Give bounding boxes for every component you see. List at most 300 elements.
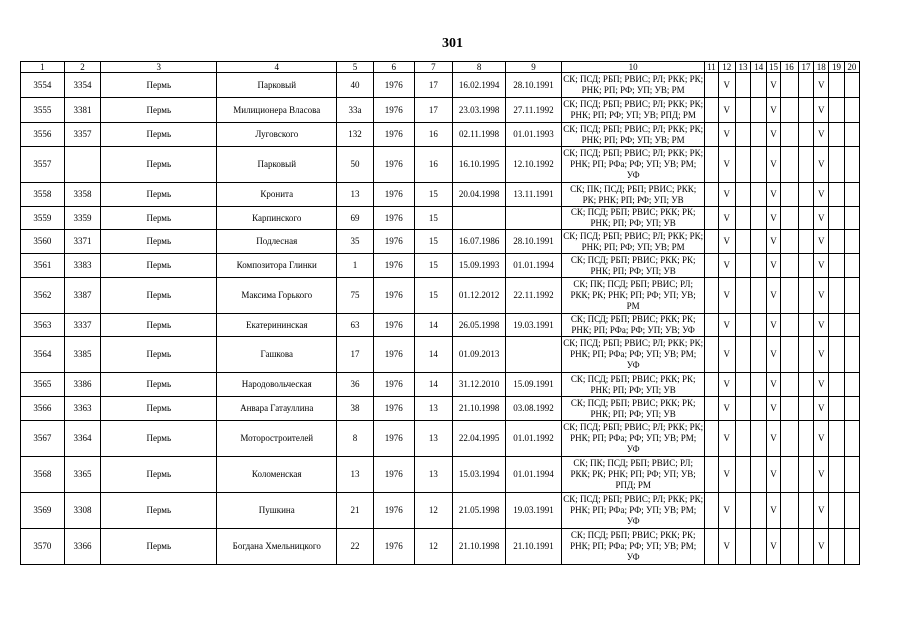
mark-cell: V bbox=[814, 230, 829, 254]
year-cell: 1976 bbox=[373, 493, 414, 529]
record-number-cell: 3563 bbox=[21, 314, 65, 337]
mark-cell: V bbox=[718, 254, 735, 278]
date-1-cell: 23.03.1998 bbox=[453, 98, 506, 123]
year-cell: 1976 bbox=[373, 373, 414, 397]
mark-cell bbox=[735, 207, 750, 230]
street-cell: Кронита bbox=[217, 183, 337, 207]
date-1-cell: 02.11.1998 bbox=[453, 123, 506, 147]
year-cell: 1976 bbox=[373, 337, 414, 373]
mark-cell bbox=[751, 230, 767, 254]
codes-cell: СК; ПСД; РБП; РВИС; РКК; РК; РНК; РП; РФ; УП; УВ bbox=[561, 207, 704, 230]
mark-cell bbox=[780, 397, 798, 421]
mark-cell bbox=[705, 493, 718, 529]
record-number-cell: 3564 bbox=[21, 337, 65, 373]
codes-cell: СК; ПК; ПСД; РБП; РВИС; РЛ; РКК; РК; РНК; РП; РФ; УП; УВ; РМ bbox=[561, 278, 704, 314]
date-2-cell: 01.01.1994 bbox=[506, 457, 562, 493]
house-number-cell: 63 bbox=[337, 314, 374, 337]
city-cell: Пермь bbox=[101, 314, 217, 337]
column-header: 3 bbox=[101, 62, 217, 73]
mark-cell bbox=[705, 337, 718, 373]
column-header: 4 bbox=[217, 62, 337, 73]
table-row bbox=[21, 493, 860, 529]
table-row bbox=[21, 73, 860, 98]
mark-cell bbox=[798, 98, 813, 123]
mark-cell bbox=[829, 421, 844, 457]
mark-cell bbox=[829, 207, 844, 230]
old-number-cell: 3358 bbox=[64, 183, 101, 207]
codes-cell: СК; ПК; ПСД; РБП; РВИС; РЛ; РКК; РК; РНК; РП; РФ; УП; УВ; РПД; РМ bbox=[561, 457, 704, 493]
codes-cell: СК; ПСД; РБП; РВИС; РЛ; РКК; РК; РНК; РП; РФ; УП; УВ; РМ bbox=[563, 230, 704, 252]
mark-cell bbox=[829, 373, 844, 397]
mark-cell: V bbox=[718, 397, 735, 421]
mark-cell bbox=[705, 373, 718, 397]
old-number-cell: 3365 bbox=[64, 457, 101, 493]
header-row bbox=[21, 62, 860, 73]
mark-cell bbox=[829, 254, 844, 278]
mark-cell: V bbox=[767, 73, 780, 98]
mark-cell bbox=[735, 373, 750, 397]
record-number-cell: 3557 bbox=[21, 147, 65, 183]
city-cell: Пермь bbox=[101, 493, 217, 529]
table-row bbox=[21, 98, 860, 123]
mark-cell bbox=[829, 278, 844, 314]
mark-cell bbox=[705, 457, 718, 493]
mark-cell bbox=[705, 230, 718, 254]
mark-cell bbox=[780, 493, 798, 529]
date-1-cell: 16.07.1986 bbox=[453, 230, 506, 254]
codes-cell: СК; ПСД; РБП; РВИС; РКК; РК; РНК; РП; РФ; УП; УВ bbox=[561, 373, 704, 397]
column-header: 18 bbox=[814, 62, 829, 73]
year-cell: 1976 bbox=[373, 314, 414, 337]
mark-cell bbox=[751, 337, 767, 373]
street-cell: Богдана Хмельницкого bbox=[217, 529, 337, 565]
mark-cell: V bbox=[718, 337, 735, 373]
mark-cell: V bbox=[767, 397, 780, 421]
mark-cell bbox=[844, 337, 859, 373]
street-cell: Гашкова bbox=[217, 337, 337, 373]
value-cell: 13 bbox=[414, 457, 453, 493]
city-cell: Пермь bbox=[101, 373, 217, 397]
mark-cell bbox=[751, 73, 767, 98]
year-cell: 1976 bbox=[373, 73, 414, 98]
mark-cell: V bbox=[767, 207, 780, 230]
date-2-cell: 12.10.1992 bbox=[506, 147, 562, 183]
old-number-cell: 3371 bbox=[64, 230, 101, 254]
old-number-cell: 3359 bbox=[64, 207, 101, 230]
mark-cell: V bbox=[718, 230, 735, 254]
city-cell: Пермь bbox=[101, 147, 217, 183]
mark-cell: V bbox=[814, 493, 829, 529]
column-header: 14 bbox=[751, 62, 767, 73]
record-number-cell: 3561 bbox=[21, 254, 65, 278]
mark-cell bbox=[705, 254, 718, 278]
mark-cell bbox=[798, 457, 813, 493]
date-1-cell: 21.10.1998 bbox=[453, 529, 506, 565]
column-header: 19 bbox=[829, 62, 844, 73]
mark-cell bbox=[844, 421, 859, 457]
house-number-cell: 21 bbox=[337, 493, 374, 529]
street-cell: Максима Горького bbox=[217, 278, 337, 314]
date-1-cell: 20.04.1998 bbox=[453, 183, 506, 207]
mark-cell bbox=[780, 373, 798, 397]
mark-cell bbox=[829, 230, 844, 254]
mark-cell bbox=[735, 254, 750, 278]
mark-cell bbox=[735, 529, 750, 565]
date-1-cell: 16.02.1994 bbox=[453, 73, 506, 98]
mark-cell bbox=[735, 123, 750, 147]
street-cell: Анвара Гатауллина bbox=[217, 397, 337, 421]
house-number-cell: 1 bbox=[337, 254, 374, 278]
mark-cell bbox=[844, 278, 859, 314]
house-number-cell: 13 bbox=[337, 457, 374, 493]
mark-cell bbox=[780, 254, 798, 278]
old-number-cell: 3381 bbox=[64, 98, 101, 123]
table-row bbox=[21, 254, 860, 278]
column-header: 20 bbox=[844, 62, 859, 73]
value-cell: 15 bbox=[414, 230, 453, 254]
mark-cell bbox=[798, 529, 813, 565]
year-cell: 1976 bbox=[373, 98, 414, 123]
city-cell: Пермь bbox=[101, 183, 217, 207]
mark-cell bbox=[705, 207, 718, 230]
mark-cell bbox=[829, 337, 844, 373]
mark-cell bbox=[780, 314, 798, 337]
house-number-cell: 36 bbox=[337, 373, 374, 397]
city-cell: Пермь bbox=[101, 98, 217, 123]
mark-cell: V bbox=[767, 314, 780, 337]
year-cell: 1976 bbox=[373, 457, 414, 493]
mark-cell bbox=[751, 421, 767, 457]
value-cell: 14 bbox=[414, 337, 453, 373]
old-number-cell: 3387 bbox=[64, 278, 101, 314]
table-body bbox=[21, 73, 860, 565]
codes-cell: СК; ПСД; РБП; РВИС; РЛ; РКК; РК; РНК; РП; РФа; РФ; УП; УВ; РМ; УФ bbox=[561, 421, 704, 457]
city-cell: Пермь bbox=[101, 230, 217, 254]
old-number-cell: 3366 bbox=[64, 529, 101, 565]
mark-cell bbox=[735, 337, 750, 373]
date-2-cell: 19.03.1991 bbox=[506, 493, 562, 529]
codes-cell: СК; ПСД; РБП; РВИС; РЛ; РКК; РК; РНК; РП; РФа; РФ; УП; УВ; РМ; УФ bbox=[561, 493, 704, 529]
date-2-cell: 22.11.1992 bbox=[506, 278, 562, 314]
value-cell: 15 bbox=[414, 254, 453, 278]
mark-cell bbox=[829, 123, 844, 147]
mark-cell bbox=[735, 147, 750, 183]
house-number-cell: 8 bbox=[337, 421, 374, 457]
old-number-cell: 3383 bbox=[64, 254, 101, 278]
mark-cell bbox=[798, 373, 813, 397]
mark-cell bbox=[780, 98, 798, 123]
table-row bbox=[21, 230, 860, 254]
street-cell: Народовольческая bbox=[217, 373, 337, 397]
mark-cell bbox=[829, 314, 844, 337]
mark-cell bbox=[844, 73, 859, 98]
record-number-cell: 3560 bbox=[21, 230, 65, 254]
record-number-cell: 3556 bbox=[21, 123, 65, 147]
column-header: 16 bbox=[780, 62, 798, 73]
mark-cell bbox=[798, 147, 813, 183]
old-number-cell bbox=[64, 147, 101, 183]
city-cell: Пермь bbox=[101, 254, 217, 278]
page-number: 301 bbox=[442, 36, 463, 51]
mark-cell bbox=[751, 123, 767, 147]
city-cell: Пермь bbox=[101, 397, 217, 421]
street-cell: Пушкина bbox=[217, 493, 337, 529]
city-cell: Пермь bbox=[101, 421, 217, 457]
table-row bbox=[21, 397, 860, 421]
old-number-cell: 3354 bbox=[64, 73, 101, 98]
mark-cell bbox=[844, 397, 859, 421]
date-2-cell: 28.10.1991 bbox=[506, 73, 562, 98]
city-cell: Пермь bbox=[101, 337, 217, 373]
value-cell: 13 bbox=[414, 421, 453, 457]
record-number-cell: 3566 bbox=[21, 397, 65, 421]
mark-cell bbox=[705, 529, 718, 565]
mark-cell bbox=[829, 457, 844, 493]
date-2-cell: 19.03.1991 bbox=[506, 314, 562, 337]
mark-cell bbox=[844, 98, 859, 123]
city-cell: Пермь bbox=[101, 207, 217, 230]
date-2-cell: 03.08.1992 bbox=[506, 397, 562, 421]
date-1-cell: 22.04.1995 bbox=[453, 421, 506, 457]
house-number-cell: 22 bbox=[337, 529, 374, 565]
mark-cell: V bbox=[767, 183, 780, 207]
mark-cell bbox=[751, 397, 767, 421]
table-row bbox=[21, 457, 860, 493]
mark-cell bbox=[844, 254, 859, 278]
mark-cell bbox=[780, 230, 798, 254]
date-2-cell bbox=[506, 207, 562, 230]
house-number-cell: 132 bbox=[337, 123, 374, 147]
mark-cell: V bbox=[814, 314, 829, 337]
mark-cell bbox=[829, 98, 844, 123]
column-header: 7 bbox=[414, 62, 453, 73]
mark-cell: V bbox=[767, 230, 780, 254]
value-cell: 16 bbox=[414, 147, 453, 183]
value-cell: 15 bbox=[414, 207, 453, 230]
mark-cell: V bbox=[814, 123, 829, 147]
street-cell: Парковый bbox=[217, 147, 337, 183]
mark-cell bbox=[735, 493, 750, 529]
mark-cell bbox=[844, 493, 859, 529]
mark-cell bbox=[844, 183, 859, 207]
value-cell: 12 bbox=[414, 493, 453, 529]
street-cell: Моторостроителей bbox=[217, 421, 337, 457]
mark-cell: V bbox=[767, 373, 780, 397]
mark-cell: V bbox=[767, 421, 780, 457]
codes-cell: СК; ПСД; РБП; РВИС; РКК; РК; РНК; РП; РФ; УП; УВ bbox=[561, 397, 704, 421]
mark-cell: V bbox=[767, 278, 780, 314]
mark-cell bbox=[735, 421, 750, 457]
mark-cell bbox=[844, 457, 859, 493]
mark-cell bbox=[705, 278, 718, 314]
mark-cell bbox=[751, 529, 767, 565]
mark-cell: V bbox=[718, 207, 735, 230]
mark-cell: V bbox=[718, 314, 735, 337]
value-cell: 14 bbox=[414, 373, 453, 397]
mark-cell bbox=[798, 397, 813, 421]
street-cell: Парковый bbox=[217, 73, 337, 98]
mark-cell bbox=[735, 98, 750, 123]
old-number-cell: 3364 bbox=[64, 421, 101, 457]
date-1-cell: 15.09.1993 bbox=[453, 254, 506, 278]
mark-cell: V bbox=[814, 373, 829, 397]
record-number-cell: 3565 bbox=[21, 373, 65, 397]
old-number-cell: 3337 bbox=[64, 314, 101, 337]
house-number-cell: 69 bbox=[337, 207, 374, 230]
house-number-cell: 40 bbox=[337, 73, 374, 98]
record-number-cell: 3567 bbox=[21, 421, 65, 457]
column-header: 5 bbox=[337, 62, 374, 73]
mark-cell: V bbox=[814, 421, 829, 457]
street-cell: Екатерининская bbox=[217, 314, 337, 337]
year-cell: 1976 bbox=[373, 397, 414, 421]
year-cell: 1976 bbox=[373, 123, 414, 147]
year-cell: 1976 bbox=[373, 147, 414, 183]
house-number-cell: 17 bbox=[337, 337, 374, 373]
date-1-cell: 16.10.1995 bbox=[453, 147, 506, 183]
mark-cell bbox=[705, 147, 718, 183]
value-cell: 17 bbox=[414, 73, 453, 98]
date-2-cell: 01.01.1992 bbox=[506, 421, 562, 457]
date-1-cell: 01.12.2012 bbox=[453, 278, 506, 314]
old-number-cell: 3308 bbox=[64, 493, 101, 529]
old-number-cell: 3386 bbox=[64, 373, 101, 397]
codes-cell: СК; ПСД; РБП; РВИС; РЛ; РКК; РК; РНК; РП; РФ; УП; УВ; РМ bbox=[561, 73, 704, 98]
date-2-cell: 28.10.1991 bbox=[506, 230, 562, 254]
value-cell: 17 bbox=[414, 98, 453, 123]
column-header: 13 bbox=[735, 62, 750, 73]
mark-cell bbox=[735, 278, 750, 314]
mark-cell: V bbox=[767, 98, 780, 123]
value-cell: 16 bbox=[414, 123, 453, 147]
mark-cell bbox=[780, 183, 798, 207]
mark-cell: V bbox=[718, 123, 735, 147]
year-cell: 1976 bbox=[373, 183, 414, 207]
value-cell: 13 bbox=[414, 397, 453, 421]
mark-cell: V bbox=[767, 529, 780, 565]
codes-cell: СК; ПСД; РБП; РВИС; РЛ; РКК; РК; РНК; РП; РФ; УП; УВ; РМ bbox=[563, 123, 704, 145]
mark-cell: V bbox=[814, 254, 829, 278]
old-number-cell: 3363 bbox=[64, 397, 101, 421]
mark-cell bbox=[705, 123, 718, 147]
year-cell: 1976 bbox=[373, 529, 414, 565]
column-header: 11 bbox=[705, 62, 718, 73]
mark-cell: V bbox=[767, 123, 780, 147]
mark-cell bbox=[829, 397, 844, 421]
mark-cell bbox=[780, 337, 798, 373]
codes-cell: СК; ПСД; РБП; РВИС; РЛ; РКК; РК; РНК; РП; РФа; РФ; УП; УВ; РМ; УФ bbox=[561, 337, 704, 373]
mark-cell bbox=[844, 230, 859, 254]
mark-cell: V bbox=[767, 147, 780, 183]
mark-cell bbox=[798, 421, 813, 457]
date-2-cell bbox=[506, 337, 562, 373]
date-1-cell: 15.03.1994 bbox=[453, 457, 506, 493]
house-number-cell: 35 bbox=[337, 230, 374, 254]
street-cell: Коломенская bbox=[217, 457, 337, 493]
mark-cell bbox=[751, 457, 767, 493]
mark-cell bbox=[780, 421, 798, 457]
table-row bbox=[21, 278, 860, 314]
value-cell: 15 bbox=[414, 278, 453, 314]
house-number-cell: 50 bbox=[337, 147, 374, 183]
mark-cell: V bbox=[718, 147, 735, 183]
mark-cell: V bbox=[767, 337, 780, 373]
mark-cell bbox=[829, 493, 844, 529]
column-header: 12 bbox=[718, 62, 735, 73]
mark-cell: V bbox=[718, 73, 735, 98]
year-cell: 1976 bbox=[373, 254, 414, 278]
mark-cell bbox=[780, 207, 798, 230]
date-1-cell bbox=[453, 207, 506, 230]
column-header: 6 bbox=[373, 62, 414, 73]
codes-cell: СК; ПСД; РБП; РВИС; РЛ; РКК; РК; РНК; РП; РФ; УП; УВ; РПД; РМ bbox=[561, 98, 704, 123]
column-header: 1 bbox=[21, 62, 65, 73]
old-number-cell: 3385 bbox=[64, 337, 101, 373]
mark-cell bbox=[735, 230, 750, 254]
table-row bbox=[21, 147, 860, 183]
mark-cell: V bbox=[718, 373, 735, 397]
mark-cell: V bbox=[718, 421, 735, 457]
mark-cell bbox=[705, 397, 718, 421]
mark-cell bbox=[735, 73, 750, 98]
year-cell: 1976 bbox=[373, 278, 414, 314]
column-header: 15 bbox=[767, 62, 780, 73]
codes-cell: СК; ПСД; РБП; РВИС; РКК; РК; РНК; РП; РФа; РФ; УП; УВ; УФ bbox=[561, 314, 704, 337]
mark-cell: V bbox=[718, 98, 735, 123]
date-2-cell: 01.01.1994 bbox=[506, 254, 562, 278]
mark-cell: V bbox=[718, 457, 735, 493]
mark-cell bbox=[780, 147, 798, 183]
mark-cell bbox=[751, 98, 767, 123]
mark-cell bbox=[844, 373, 859, 397]
record-number-cell: 3554 bbox=[21, 73, 65, 98]
mark-cell bbox=[829, 73, 844, 98]
mark-cell: V bbox=[767, 493, 780, 529]
table-row bbox=[21, 337, 860, 373]
street-cell: Подлесная bbox=[217, 230, 337, 254]
mark-cell bbox=[751, 278, 767, 314]
mark-cell bbox=[798, 254, 813, 278]
house-number-cell: 33а bbox=[337, 98, 374, 123]
column-header: 17 bbox=[798, 62, 813, 73]
date-1-cell: 21.10.1998 bbox=[453, 397, 506, 421]
record-number-cell: 3555 bbox=[21, 98, 65, 123]
value-cell: 14 bbox=[414, 314, 453, 337]
mark-cell: V bbox=[814, 73, 829, 98]
mark-cell bbox=[780, 278, 798, 314]
street-cell: Луговского bbox=[217, 123, 337, 147]
registry-table bbox=[20, 61, 860, 565]
column-header: 8 bbox=[453, 62, 506, 73]
mark-cell bbox=[798, 278, 813, 314]
mark-cell: V bbox=[814, 147, 829, 183]
value-cell: 15 bbox=[414, 183, 453, 207]
mark-cell bbox=[751, 207, 767, 230]
table-header bbox=[21, 62, 860, 73]
date-2-cell: 27.11.1992 bbox=[506, 98, 562, 123]
year-cell: 1976 bbox=[373, 207, 414, 230]
mark-cell bbox=[780, 73, 798, 98]
table-row bbox=[21, 529, 860, 565]
mark-cell bbox=[780, 123, 798, 147]
mark-cell bbox=[829, 529, 844, 565]
record-number-cell: 3562 bbox=[21, 278, 65, 314]
mark-cell: V bbox=[814, 207, 829, 230]
mark-cell: V bbox=[814, 183, 829, 207]
mark-cell bbox=[844, 147, 859, 183]
column-header: 10 bbox=[561, 62, 704, 73]
mark-cell bbox=[798, 73, 813, 98]
